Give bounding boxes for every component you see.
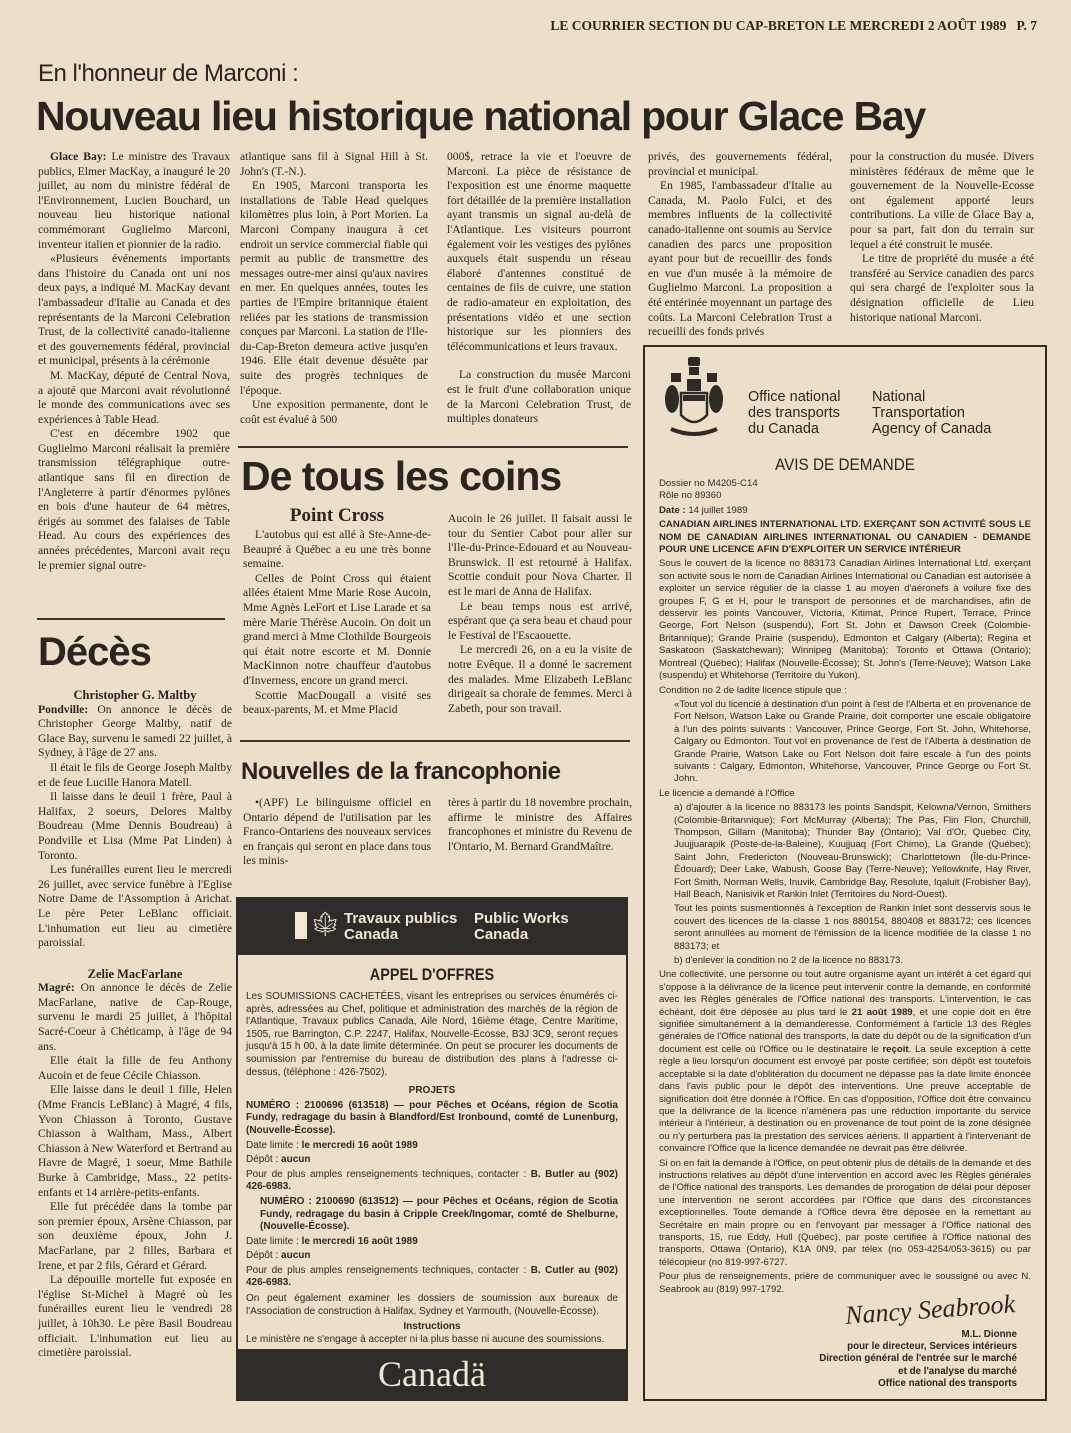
dateline: Magré: [38, 981, 75, 995]
paragraph: La construction du musée Marconi est le fruit d'une collaboration unique de la Marconi Celebration Trust, de multiples donateurs [447, 368, 631, 426]
project-deposit: Dépôt : aucun [246, 1250, 311, 1262]
marconi-column-5 [850, 150, 1034, 325]
canada-wordmark: Canadä [378, 1354, 486, 1394]
project-entry [246, 1100, 618, 1194]
paragraph: Scottie MacDougall a visité ses beaux-parents, M. et Mme Placid [243, 688, 431, 717]
coins-title: De tous les coins [241, 453, 562, 499]
handwritten-signature: Nancy Seabrook [844, 1289, 1016, 1330]
deces-title: Décès [38, 630, 151, 674]
intervention-deadline: 21 août 1989 [851, 1006, 913, 1018]
notice-heading: CANADIAN AIRLINES INTERNATIONAL LTD. EXERÇANT SON ACTIVITÉ SOUS LE NOM DE CANADIAN AIRLINES INTERNATIONAL OU CANADIEN - DEMANDE POUR UNE LICENCE AFIN D'EXPLOITER UN SERVICE INTÉRIEUR [659, 519, 1031, 556]
coins-subtitle: Point Cross [289, 505, 385, 526]
notice-p6: Pour plus de renseignements, prière de communiquer avec le soussigné ou avec N. Seabrook au (819) 997-1792. [659, 1271, 1031, 1295]
role-number: Rôle no 89360 [659, 490, 722, 502]
org-fr-line-1: Office national [748, 389, 841, 405]
marconi-column-4 [648, 150, 832, 340]
paragraph: privés, des gouvernements fédéral, provincial et municipal. [648, 150, 832, 178]
org-name-en [872, 389, 991, 437]
francophonie-column-1 [243, 796, 431, 869]
org-fr-line-2: des transports [748, 405, 840, 421]
p4-text-b: , et une copie doit en être signifiée simultanément à la demanderesse. Conformément à l'article 13 des Règles générales de l'Office national des transports, la date du dépôt ou de la signification d'un document est celle où l'Office ou le destinataire le [659, 1006, 1031, 1055]
paragraph: L'autobus qui est allé à Ste-Anne-de-Beaupré à Québec a eu une très bonne semaine. [243, 528, 431, 571]
paragraph: C'est en décembre 1902 que Guglielmo Marconi réalisait la première transmission télégraphique outre-atlantique sans fil en direction de l'Angleterre à partir d'énormes pylônes en bois d'une hauteur de 64 mètres, érigés au sommet des falaises de Table Head. Au cours des expériences des années précédentes, Marconi avait reçu le premier signal outre- [38, 427, 230, 572]
org-en-line-2: Transportation [872, 405, 965, 421]
paragraph: Les funérailles eurent lieu le mercredi 26 juillet, avec service funèbre à l'Eglise Notre Dame de l'Assomption à Arichat. Le père Peter LeBlanc officiait. L'inhumation eut lieu au cimetière paroissial. [38, 863, 232, 950]
tender-title: APPEL D'OFFRES [369, 965, 495, 984]
section-divider [238, 446, 628, 448]
paragraph: 000$, retrace la vie et l'oeuvre de Marconi. La pièce de résistance de l'exposition est une énorme maquette fort détaillée de la première installation ayant transmis un signal au-delà de l'Atlantique. Les visiteurs pourront également voir les vestiges des pylônes auxquels était suspendu un réseau élaboré d'antennes constitué de centaines de fils de cuivre, une station de radio-amateur en exploitation, des présentations vidéo et une section historique sur les pionniers des télécommunications et leurs travaux. [447, 150, 631, 353]
section-divider [37, 618, 225, 620]
marconi-column-3 [447, 150, 631, 427]
dossier-number: Dossier no M4205-C14 [659, 478, 758, 489]
nta-notice-ad [643, 345, 1047, 1401]
section-divider [240, 740, 630, 742]
project-deposit: Dépôt : aucun [246, 1154, 311, 1166]
tender-also: On peut également examiner les dossiers de soumission aux bureaux de l'Association de construction à Halifax, Sydney et Yarmouth, (Nouvelle-Écosse). [246, 1293, 618, 1317]
paragraph: Une exposition permanente, dont le coût est évalué à 500 [240, 398, 428, 426]
notice-p3: Le licencié a demandé à l'Office [659, 787, 795, 799]
paragraph: «Plusieurs événements importants dans l'histoire du Canada ont uni nos deux pays, a indiqué M. MacKay devant l'ambassadeur d'Italie au Canada et des représentants de la Marconi Celebration Trust, de la collectivité canado-italienne et des gouvernements fédéral, provincial et municipal, présents à la cérémonie [38, 252, 230, 368]
coins-column-2 [448, 512, 632, 716]
org-fr-line-3: du Canada [748, 421, 819, 437]
project-deadline: Date limite : le mercredi 16 août 1989 [246, 1235, 418, 1247]
obituary-notice [38, 703, 232, 951]
francophonie-column-2 [448, 796, 632, 854]
notice-title: AVIS DE DEMANDE [774, 455, 916, 474]
paragraph: Le mercredi 26, on a eu la visite de notre Evêque. Il a donné le sacrement des malades. Mme Elizabeth LeBlanc dirigeait sa chorale de femmes. Merci à Zabeth, pour son travail. [448, 643, 632, 715]
notice-p4 [659, 969, 1031, 1155]
date-label: Date : [659, 504, 689, 516]
paragraph: Il était le fils de George Joseph Maltby et de feue Lucille Hanora Matell. [38, 760, 232, 789]
francophonie-text-2: tères à partir du 18 novembre prochain, affirme le ministre des Affaires francophones et ministre du Revenu de l'Ontario, M. Bernard GrandMaître. [448, 796, 632, 853]
paragraph: Le titre de propriété du musée a été transféré au Service canadien des parcs qui sera chargé de l'exploiter sous la désignation officielle de Lieu historique national Marconi. [850, 252, 1034, 324]
francophonie-title: Nouvelles de la francophonie [241, 758, 561, 785]
project-contact: Pour de plus amples renseignements techniques, contacter : B. Cutler au (902) 426-6983. [246, 1264, 619, 1289]
francophonie-text-1: •(APF) Le bilinguisme officiel en Ontario dépend de l'utilisation par les Franco-Ontariens des nouveaux services en français qui seront en place dans tous les minis- [243, 796, 431, 868]
project-deadline: Date limite : le mercredi 16 août 1989 [246, 1139, 418, 1151]
project-number: NUMÉRO : 2100696 (613518) — pour Pêches et Océans, région de Scotia Fundy, redragage du basin à Blandford/Est Ironbound, comté de Lunenburg, (Nouvelle-Écosse). [246, 1099, 618, 1136]
org-en-line-3: Agency of Canada [872, 421, 992, 437]
item-a: a) d'ajouter à la licence no 883173 les points Sandspit, Kelowna/Vernon, Smithers (Colombie-Britannique); Fort McMurray (Alberta); The Pas, Flin Flon, Churchill, Thompson, Gillam (Manitoba); Thunder Bay (Ontario); Val d'Or, Quebec City, Juujjuarapik (Poste-de-la-Baleine), Kuujjuaq (Fort Chimo), La Grande (Québec); Saint John, Fredericton (Nouveau-Brunswick); Charlottetown (Île-du-Prince-Édouard); Deer Lake, Wabush, Goose Bay (Terre-Neuve); Yellowknife, Hay River, Fort Smith, Norman Wells, Inuvik, Cambridge Bay, Resolute, Iqaluit (Frobisher Bay), Hall Beach, Nanisivik et Rankin Inlet (Territoires du Nord-Ouest). [674, 802, 1031, 900]
project-contact: Pour de plus amples renseignements techniques, contacter : B. Butler au (902) 426-6983. [246, 1168, 619, 1193]
signatory-division-1: Direction général de l'entrée sur le marché [819, 1353, 1017, 1365]
item-a2: Tout les points susmentionnés à l'exception de Rankin Inlet sont desservis sous le couvert des licences de la classe 1 nos 880154, 880408 et 883172; ces licences seront annullées au moment de l'émission de la licence modifiée de la classe 1 no 883173; et [674, 903, 1031, 952]
public-works-tender-ad [236, 897, 628, 1401]
public-works-banner [238, 899, 626, 955]
dept-name-en [474, 911, 569, 943]
tender-intro: Les SOUMISSIONS CACHETÉES, visant les entreprises ou services énumérés ci-après, adressées au Chef, politique et administration des marchés de la région de l'Atlantique, Travaux publics Canada, Aile Nord, 16ième étage, Centre Maritime, 1505, rue Barrington, C.P. 2247, Halifax, Nouvelle-Écosse, B3J 3C9, seront reçues jusqu'à 15 h 00, à la date limite déterminée. On peut se procurer les documents de soumission par l'entremise du bureau de distribution des plans à l'adresse ci-dessus, (téléphone : 426-7502). [246, 991, 618, 1078]
dept-fr-line-2: Canada [344, 926, 399, 943]
folio-text: LE COURRIER SECTION DU CAP-BRETON LE MERCREDI 2 AOÛT 1989 [550, 18, 1007, 33]
projects-heading: PROJETS [408, 1085, 456, 1097]
paragraph: Pondville: On annonce le décès de Christopher George Maltby, natif de Glace Bay, survenu le samedi 22 juillet, à Sydney, à l'âge de 27 ans. [38, 702, 232, 760]
signatory-division-2: et de l'analyse du marché [898, 1365, 1017, 1377]
item-b: b) d'enlever la condition no 2 de la licence no 883173. [674, 955, 904, 967]
paragraph: Elle laisse dans le deuil 1 fille, Helen (Mme Francis LeBlanc) à Magré, 4 fils, Yvon Chiasson à Toronto, Gustave Chiasson à Waltham, Mass., Albert Chiasson à New Waterford et Bertrand au Havre de Magré, 1 soeur, Mme Bathile Burke à Cambridge, Mass., 22 petits-enfants et 14 arrière-petits-enfants. [38, 1083, 232, 1199]
dept-en-line-1: Public Works [474, 910, 569, 927]
instructions-heading: Instructions [403, 1321, 461, 1333]
page-number: P. 7 [1016, 18, 1037, 33]
notice-date: 14 juillet 1989 [688, 504, 748, 516]
coins-column-1 [243, 505, 431, 718]
p4-recoit: reçoit [882, 1043, 909, 1055]
paragraph: En 1905, Marconi transporta les installations de Table Head quelques kilomètres plus loin, à Port Morien. La Marconi Company inaugura à cet endroit un service commercial fiable qui permit au public de transmettre des messages outre-mer ainsi qu'aux navires en mer. En quelques années, toutes les parties de l'Empire britannique étaient reliées par les stations de transmission conçues par Marconi. La station de l'Ile-du-Cap-Breton demeura active jusqu'en 1946. Elle était devenue désuète par suite des progrès techniques de l'époque. [240, 179, 428, 397]
signatory-title: pour le directeur, Services intérieurs [847, 1341, 1017, 1353]
canada-wordmark-band [238, 1349, 626, 1399]
dept-fr-line-1: Travaux publics [344, 910, 458, 927]
maple-leaf-icon: 🍁︎ [310, 912, 341, 938]
project-number: NUMÉRO : 2100690 (613512) — pour Pêches et Océans, région de Scotia Fundy, redragage du basin à Cripple Creek/Ingomar, comté de Shelburne, (Nouvelle-Écosse). [260, 1195, 618, 1233]
instructions-text: Le ministère ne s'engage à accepter ni la plus basse ni aucune des soumissions. [246, 1333, 605, 1345]
marconi-column-2 [240, 150, 428, 427]
coat-of-arms-icon [663, 355, 725, 443]
deces-column [38, 688, 232, 1361]
org-name-fr [748, 389, 840, 437]
dept-en-line-2: Canada [474, 926, 529, 943]
dept-name-fr [344, 911, 457, 943]
notice-p5: Si on en fait la demande à l'Office, on peut obtenir plus de détails de la demande et des instructions relatives au dépôt d'une intervention en accord avec les Règles générales de l'Office national des transports. Les demandes de prorogation de délai pour déposer une intervention ne seront accordées par l'Office que dans des circonstances exceptionnelles. Toute demande à l'Office devra être déposée en la remettant au Secrétaire en main propre ou en l'envoyant par messager à l'Office national des transports, 15, rue Eddy, Hull (Québec), par poste certifiée à l'Office national des transports, Ottawa (Ontario), K1A 0N9, par télex (no 053-4254/053-3615) ou par télécopieur (no 819-997-6727. [659, 1157, 1031, 1268]
condition-quote: «Tout vol du licencié à destination d'un point à l'est de l'Alberta et en provenance de Fort Nelson, Watson Lake ou Grande Prairie, doit comporter une escale obligatoire à l'un des points suivants : Vancouver, Prince George, Fort St. John, Whitehorse, Calgary ou Edmonton. Tout vol en provenance de l'est de l'Alberta à destination de Grande Prairie, Watson Lake ou Fort Nelson doit faire escale à l'un des points suivants : Calgary, Edmonton, Whitehorse, Vancouver, Prince George ou Fort St. John. [674, 698, 1031, 785]
p4-text-c: . La seule exception à cette règle a lieu lorsqu'un document est envoyé par poste certifiée; son dépôt est toutefois acceptable si la date d'oblitération du document ne dépasse pas la date limite énoncée dans l'avis public pour le dépôt des interventions. Une preuve acceptable de signification doit être donnée à l'Office. En cas d'opposition, l'Office doit être convaincu que la délivrance de la licence n'amènera pas une réduction importante du service intérieur à l'intérieur, à destination ou en provenance de tout point de la zone désignée ou n'y perturbera pas la prestation des services aériens. Il appartient à l'intervenant de convaincre l'Office que la licence demandée ne devrait pas être délivrée. [659, 1043, 1031, 1155]
notice-p1: Sous le couvert de la licence no 883173 Canadian Airlines International Ltd. exerçant son activité sous le nom de Canadian Airlines International ou Canadian est autorisée à exploiter un service régulier de la classe 1 au moyen d'aéronefs à voilure fixe des groupes F, G et H, pour le transport de personnes et de marchandises, afin de desservir les points Vancouver, Victoria, Kitimat, Prince Rupert, Terrace, Prince George, Fort Nelson (suspendu), Fort St. John et Dawson Creek (Colombie-Britannique); Grande Prairie (suspendu), Edmonton et Calgary (Alberta); Regina et Saskatoon (Saskatchewan); Winnipeg (Manitoba); Toronto et Ottawa (Ontario); Montreal (Québec); Halifax (Nouvelle-Écosse); St. John's (Terre-Neuve); Watson Lake (suspendu) et Whitehorse (Territoire du Yukon). [659, 558, 1031, 682]
article-kicker: En l'honneur de Marconi : [38, 60, 299, 87]
paragraph: Le beau temps nous est arrivé, espérant que ça sera beau et chaud pour le Festival de l'Escaouette. [448, 599, 632, 642]
notice-p2: Condition no 2 de ladite licence stipule que : [659, 684, 847, 696]
notice-body [659, 478, 1031, 1298]
signatory-name: M.L. Dionne [961, 1329, 1017, 1340]
marconi-column-1 [38, 150, 230, 573]
paragraph: La dépouille mortelle fut exposée en l'église St-Michel à Magré où les funérailles eurent lieu le vendredi 28 juillet, à 10h30. Le père Basil Boudreau officiait. L'inhumation eut lieu au cimetière paroissial. [38, 1273, 232, 1360]
signatory-org: Office national des transports [878, 1377, 1017, 1389]
paragraph: atlantique sans fil à Signal Hill à St. John's (T.-N.). [240, 150, 428, 178]
paragraph: Celles de Point Cross qui étaient allées étaient Mme Marie Rose Aucoin, Mme Agnès LeFort et Lise Larade et sa mère Marie Thérèse Aucoin. On doit un grand merci à Mme Clothilde Bourgeois qui était notre escorte et M. Donnie MacKinnon notre chauffeur d'autobus d'Inverness, encore un grand merci. [243, 571, 431, 687]
dateline: Glace Bay: [50, 150, 107, 163]
project-entry [246, 1196, 618, 1290]
obituary-name: Christopher G. Maltby [73, 688, 197, 702]
obituary-notice [38, 981, 232, 1360]
paragraph: Magré: On annonce le décès de Zelie MacFarlane, native de Cap-Rouge, survenu le mardi 25 juillet, à l'hôpital Sacré-Coeur à Chéticamp, à l'âge de 94 ans. [38, 981, 232, 1053]
article-headline: Nouveau lieu historique national pour Glace Bay [36, 93, 926, 139]
paragraph: Elle était la fille de feu Anthony Aucoin et de feue Cécile Chiasson. [38, 1054, 232, 1082]
org-en-line-1: National [872, 389, 926, 405]
paragraph: Aucoin le 26 juillet. Il faisait aussi le tour du Sentier Cabot pour aller sur l'Ile-du-Prince-Edouard et au Nouveau-Brunswick. Il est retourné à Halifax. Scottie conduit pour Nova Charter. Il est le mari de Anna de Halifax. [448, 512, 632, 598]
paragraph: Elle fut précédée dans la tombe par son premier époux, Arsène Chiasson, par son deuxième époux, John J. MacFarlane, par 2 filles, Barbara et Irene, et par 2 fils, Gérard et Gérard. [38, 1200, 232, 1272]
projects-list [246, 1100, 618, 1290]
paragraph: En 1985, l'ambassadeur d'Italie au Canada, M. Paolo Fulci, et des membres influents de la collectivité canado-italienne ont soumis au Service canadien des parcs une proposition ayant pour but de recueillir des fonds en vue d'un musée à la mémoire de Guglielmo Marconi. La proposition a été entérinée moyennant un partage des coûts. La Marconi Celebration Trust a recueilli des fonds privés [648, 179, 832, 339]
signature-block [819, 1329, 1017, 1390]
p4-text-a: Une collectivité, une personne ou tout autre organisme ayant un intérêt à cet égard qui s'oppose à la délivrance de la licence peut intervenir contre la demande, en conformité avec les Règles générales de l'Office national des transports. L'intervention, le cas échéant, doit être déposée au plus tard le [659, 969, 1031, 1018]
paragraph: Glace Bay: Le ministre des Travaux publics, Elmer MacKay, a inauguré le 20 juillet, au nom du ministre fédéral de l'Environnement, Lucien Bouchard, un nouveau lieu historique national commémorant Guglielmo Marconi, inventeur italien et pionnier de la radio. [38, 150, 231, 251]
dateline: Pondville: [38, 702, 89, 716]
paragraph: Il laisse dans le deuil 1 frère, Paul à Halifax, 2 soeurs, Delores Maltby Boudreau (Mme Dennis Boudreau) à Pondville et Lisa (Mme Pat Linden) à Toronto. [38, 790, 232, 862]
flag-bar-icon [295, 912, 307, 939]
obituary-name: Zelie MacFarlane [87, 966, 183, 981]
paragraph: M. MacKay, député de Central Nova, a ajouté que Marconi avait révolutionné le monde des communications avec ses expériences à Table Head. [38, 368, 230, 426]
page-folio [550, 18, 1037, 34]
paragraph: pour la construction du musée. Divers ministères fédéraux de même que le gouvernement de la Nouvelle-Ecosse ont également apporté leurs contributions. La ville de Glace Bay a, pour sa part, fait don du terrain sur lequel a été construit le musée. [850, 150, 1034, 251]
